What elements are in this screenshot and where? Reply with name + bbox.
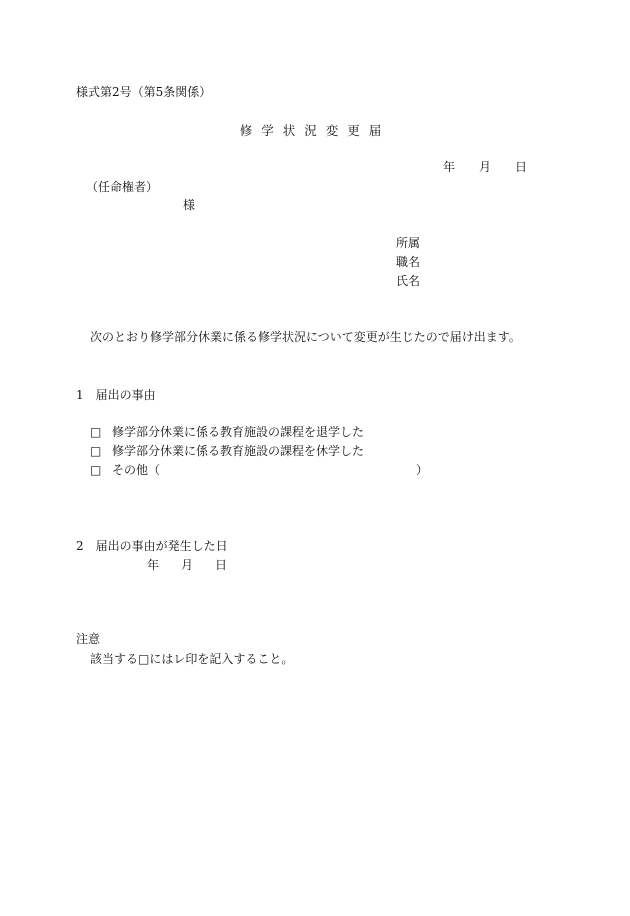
submission-date: [443, 160, 527, 174]
occurrence-date: [147, 558, 227, 572]
occurrence-year-label: 年: [147, 558, 160, 572]
occurrence-day-label: 日: [215, 558, 228, 572]
option-leave[interactable]: [90, 444, 364, 458]
option-withdraw[interactable]: [90, 425, 364, 439]
section1-heading: 1 届出の事由: [76, 388, 156, 402]
checkbox-leave[interactable]: □: [90, 444, 102, 458]
note-text: 該当する□にはレ印を記入すること。: [90, 652, 294, 666]
option-other[interactable]: [90, 463, 428, 477]
date-month-label: 月: [479, 160, 492, 174]
occurrence-month-label: 月: [181, 558, 194, 572]
option-other-close: ）: [416, 463, 429, 477]
option-other-label: その他（: [112, 463, 161, 477]
name-label: 氏名: [396, 274, 421, 288]
checkbox-other[interactable]: □: [90, 463, 102, 477]
checkbox-withdraw[interactable]: □: [90, 425, 102, 439]
form-number: 様式第2号（第5条関係）: [76, 85, 212, 99]
option-withdraw-label: 修学部分休業に係る教育施設の課程を退学した: [112, 425, 365, 439]
appointer-label: （任命権者）: [86, 180, 159, 194]
document-title: 修学状況変更届: [239, 123, 391, 138]
affiliation-label: 所属: [396, 236, 421, 250]
date-day-label: 日: [515, 160, 528, 174]
date-year-label: 年: [443, 160, 456, 174]
position-label: 職名: [396, 255, 421, 269]
note-title: 注意: [76, 632, 101, 646]
section2-heading: 2 届出の事由が発生した日: [76, 539, 228, 553]
intro-text: 次のとおり修学部分休業に係る修学状況について変更が生じたので届け出ます。: [90, 330, 521, 344]
honorific-label: 様: [183, 198, 196, 212]
option-leave-label: 修学部分休業に係る教育施設の課程を休学した: [112, 444, 365, 458]
